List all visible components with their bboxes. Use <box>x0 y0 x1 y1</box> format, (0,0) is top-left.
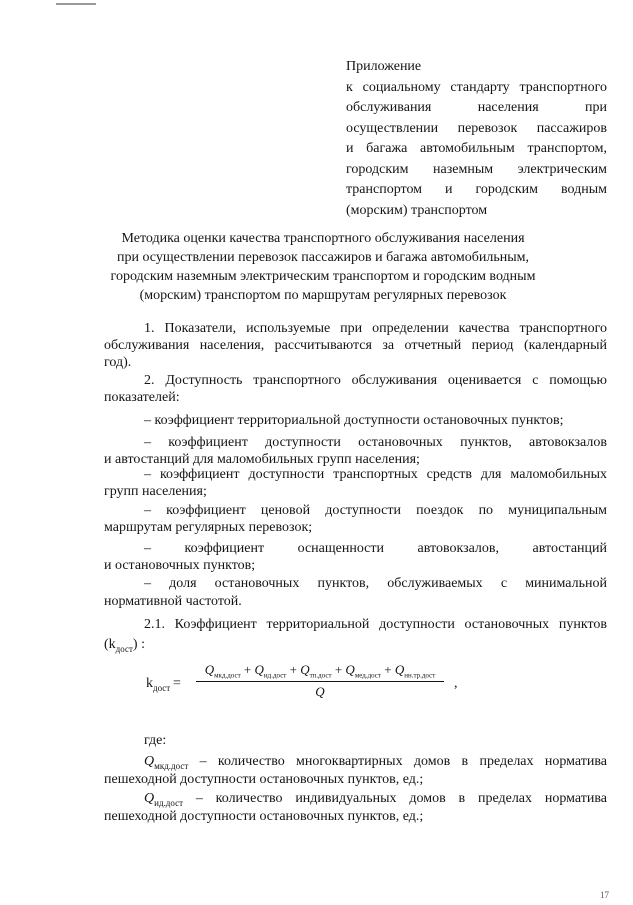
formula-comma: , <box>454 676 458 691</box>
bullet-item: – коэффициент доступности транспортных средств для маломобильных <box>144 467 607 482</box>
bullet-item: – коэффициент ценовой доступности поездок по муниципальным <box>144 503 607 518</box>
definition-symbol <box>144 754 188 769</box>
bullet-item-cont: маршрутам регулярных перевозок; <box>104 520 313 535</box>
bullet-item-cont: групп населения; <box>104 484 207 499</box>
k-subscript: дост <box>115 643 133 654</box>
definition-subscript: мкд.дост <box>154 760 189 771</box>
section-2-1-line: 2.1. Коэффициент территориальной доступности остановочных пунктов <box>144 617 607 632</box>
title-line: городским наземным электрическим транспортом и городским водным <box>110 269 536 284</box>
appendix-header <box>346 57 607 221</box>
appendix-line: Приложение <box>346 59 422 74</box>
formula-term <box>300 662 332 680</box>
formula-term <box>394 662 436 680</box>
bullet-item: – коэффициент территориальной доступности остановочных пунктов; <box>144 413 564 428</box>
definition-q: Q <box>144 791 155 806</box>
term-symbol: Q <box>394 662 405 677</box>
formula-term <box>345 662 381 680</box>
plus-sign: + <box>240 662 255 677</box>
formula-k-subscript: дост <box>153 682 171 693</box>
term-symbol: Q <box>300 662 310 677</box>
term-subscript: ид.дост <box>263 671 287 680</box>
title-line: при осуществлении перевозок пассажиров и багажа автомобильным, <box>116 250 530 265</box>
appendix-line: обслуживания населения при <box>346 100 607 115</box>
formula-numerator <box>196 662 444 680</box>
bullet-item: – коэффициент доступности остановочных пунктов, автовокзалов <box>144 435 607 450</box>
definition-line-2: пешеходной доступности остановочных пунктов, ед.; <box>104 809 424 824</box>
definition-subscript: ид.дост <box>154 797 184 808</box>
formula-denominator: Q <box>315 684 325 699</box>
paragraph-2-line: показателей: <box>104 390 180 405</box>
appendix-line: городским наземным электрическим <box>346 161 607 177</box>
term-subscript: нн.тр.дост <box>404 671 436 680</box>
term-subscript: тп.дост <box>309 671 332 680</box>
appendix-line: к социальному стандарту транспортного <box>346 79 607 95</box>
k-open: (k <box>104 637 116 652</box>
page-number: 17 <box>600 890 609 900</box>
appendix-line: транспортом и городским водным <box>346 182 607 197</box>
formula-k: k <box>146 676 153 691</box>
term-symbol: Q <box>345 662 355 677</box>
appendix-line: (морским) транспортом <box>346 202 488 218</box>
formula-equals: = <box>173 676 181 691</box>
paragraph-2-line: 2. Доступность транспортного обслуживания оценивается с помощью <box>144 373 607 388</box>
paragraph-1-line: 1. Показатели, используемые при определении качества транспортного <box>144 321 607 336</box>
plus-sign: + <box>331 662 346 677</box>
formula <box>146 662 466 712</box>
plus-sign: + <box>286 662 301 677</box>
term-subscript: мкд.дост <box>214 671 241 680</box>
term-subscript: мед.дост <box>354 671 381 680</box>
bullet-item: – коэффициент оснащенности автовокзалов, автостанций <box>144 541 607 556</box>
formula-term <box>204 662 241 680</box>
plus-sign: + <box>380 662 395 677</box>
definition-line-2: пешеходной доступности остановочных пунктов, ед.; <box>104 772 424 787</box>
definition-q: Q <box>144 754 155 769</box>
definition-symbol <box>144 791 183 806</box>
title-line: (морским) транспортом по маршрутам регулярных перевозок <box>139 288 507 303</box>
bullet-item-cont: и остановочных пунктов; <box>104 558 256 573</box>
formula-term <box>254 662 287 680</box>
term-symbol: Q <box>254 662 264 677</box>
paragraph-1-line: обслуживания населения, рассчитываются за отчетный период (календарный <box>104 338 607 353</box>
scan-mark <box>56 0 96 5</box>
term-symbol: Q <box>204 662 215 677</box>
definition-text: – количество многоквартирных домов в пределах норматива <box>188 754 607 769</box>
appendix-line: осуществлении перевозок пассажиров <box>346 120 607 136</box>
paragraph-1-line: год). <box>104 355 132 370</box>
fraction-bar <box>196 681 444 682</box>
k-close: ) : <box>132 637 145 652</box>
definition-text: – количество индивидуальных домов в пределах норматива <box>183 791 607 806</box>
where-label: где: <box>144 733 167 748</box>
document-title <box>100 229 546 305</box>
title-line: Методика оценки качества транспортного обслуживания населения <box>121 231 525 246</box>
bullet-item-cont: и автостанций для маломобильных групп населения; <box>104 452 420 467</box>
section-2-1-symbol <box>104 636 145 658</box>
bullet-item: – доля остановочных пунктов, обслуживаемых с минимальной <box>144 576 607 591</box>
bullet-item-cont: нормативной частотой. <box>104 594 242 609</box>
appendix-line: и багажа автомобильным транспортом, <box>346 141 607 156</box>
formula-lhs <box>146 676 170 693</box>
